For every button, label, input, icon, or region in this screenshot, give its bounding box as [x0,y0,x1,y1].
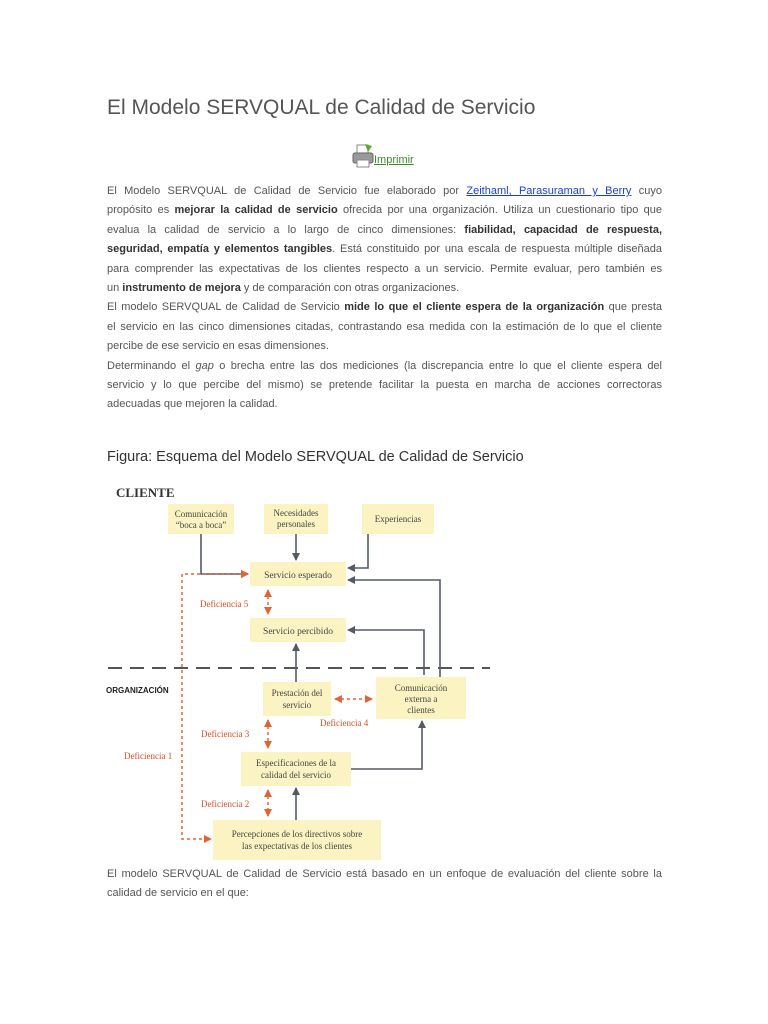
deficiencia-1-label: Deficiencia 1 [124,751,173,761]
svg-text:servicio: servicio [282,700,312,710]
paragraph-closing: El modelo SERVQUAL de Calidad de Servicio está basado en un enfoque de evaluación del cliente sobre la calidad de servicio en el que: [107,868,662,900]
svg-text:externa a: externa a [404,694,438,704]
deficiencia-3-label: Deficiencia 3 [201,729,250,739]
deficiencia-2-label: Deficiencia 2 [201,799,250,809]
page-title: El Modelo SERVQUAL de Calidad de Servicio [107,96,536,119]
svg-text:Percepciones de los directivos: Percepciones de los directivos sobre [231,829,363,839]
deficiencia-5-label: Deficiencia 5 [200,599,249,609]
figure-title: Figura: Esquema del Modelo SERVQUAL de Calidad de Servicio [107,449,524,465]
svg-text:Prestación del: Prestación del [271,688,323,698]
box-necesidades [264,504,328,534]
svg-text:personales: personales [277,519,315,529]
authors-link[interactable]: Zeithaml, Parasuraman y Berry [466,185,632,197]
paragraph-intro: El Modelo SERVQUAL de Calidad de Servicio fue elaborado por Zeithaml, Parasuraman y Berry cuyo propósito es mejorar la calidad de servicio ofrecida por una organización. Utiliza un cuestionario tipo que evalua la calidad de servicio a lo largo de cinco dimensiones: fiabilidad, capacidad de respuesta, seguridad, empatía y elementos tangibles. Está constituido por una escala de respuesta múltiple diseñada para comprender las expectativas de los clientes respecto a un servicio. Permite evaluar, pero también es un instrumento de mejora y de comparación con otras organizaciones. El modelo SERVQUAL de Calidad de Servicio mide lo que el cliente espera de la organización que presta el servicio en las cinco dimensiones citadas, contrastando esa medida con la estimación de lo que el cliente percibe de ese servicio en esas dimensiones. Determinando el gap o brecha entre las dos mediciones (la discrepancia entre lo que el cliente espera del servicio y lo que percibe del mismo) se pretende facilitar la puesta en marcha de acciones correctoras adecuadas que mejoren la calidad. [107,185,663,411]
svg-text:Necesidades: Necesidades [273,508,319,518]
svg-text:Especificaciones de la: Especificaciones de la [256,758,336,768]
box-prestacion [263,682,331,716]
box-comunicacion-boca [168,504,234,534]
svg-text:Experiencias: Experiencias [374,514,422,524]
svg-text:las expectativas de los client: las expectativas de los clientes [242,841,352,851]
deficiencia-4-label: Deficiencia 4 [320,718,369,728]
box-comunicacion-externa [376,677,466,719]
box-experiencias [362,504,434,534]
cliente-label: CLIENTE [116,485,175,500]
svg-text:Comunicación: Comunicación [394,683,448,693]
svg-text:Servicio esperado: Servicio esperado [264,571,332,581]
box-especificaciones [241,752,351,786]
svg-text:clientes: clientes [407,705,435,715]
printer-icon [352,143,374,169]
box-servicio-percibido [250,618,346,642]
box-servicio-esperado [250,562,346,586]
svg-text:“boca a boca”: “boca a boca” [175,520,227,530]
print-link[interactable]: Imprimir [374,154,414,166]
organizacion-label: ORGANIZACIÓN [106,686,169,695]
box-percepciones [213,820,381,860]
svg-text:calidad del servicio: calidad del servicio [261,770,331,780]
servqual-diagram [100,478,500,863]
svg-text:Servicio percibido: Servicio percibido [263,627,333,637]
svg-text:Comunicación: Comunicación [174,509,228,519]
